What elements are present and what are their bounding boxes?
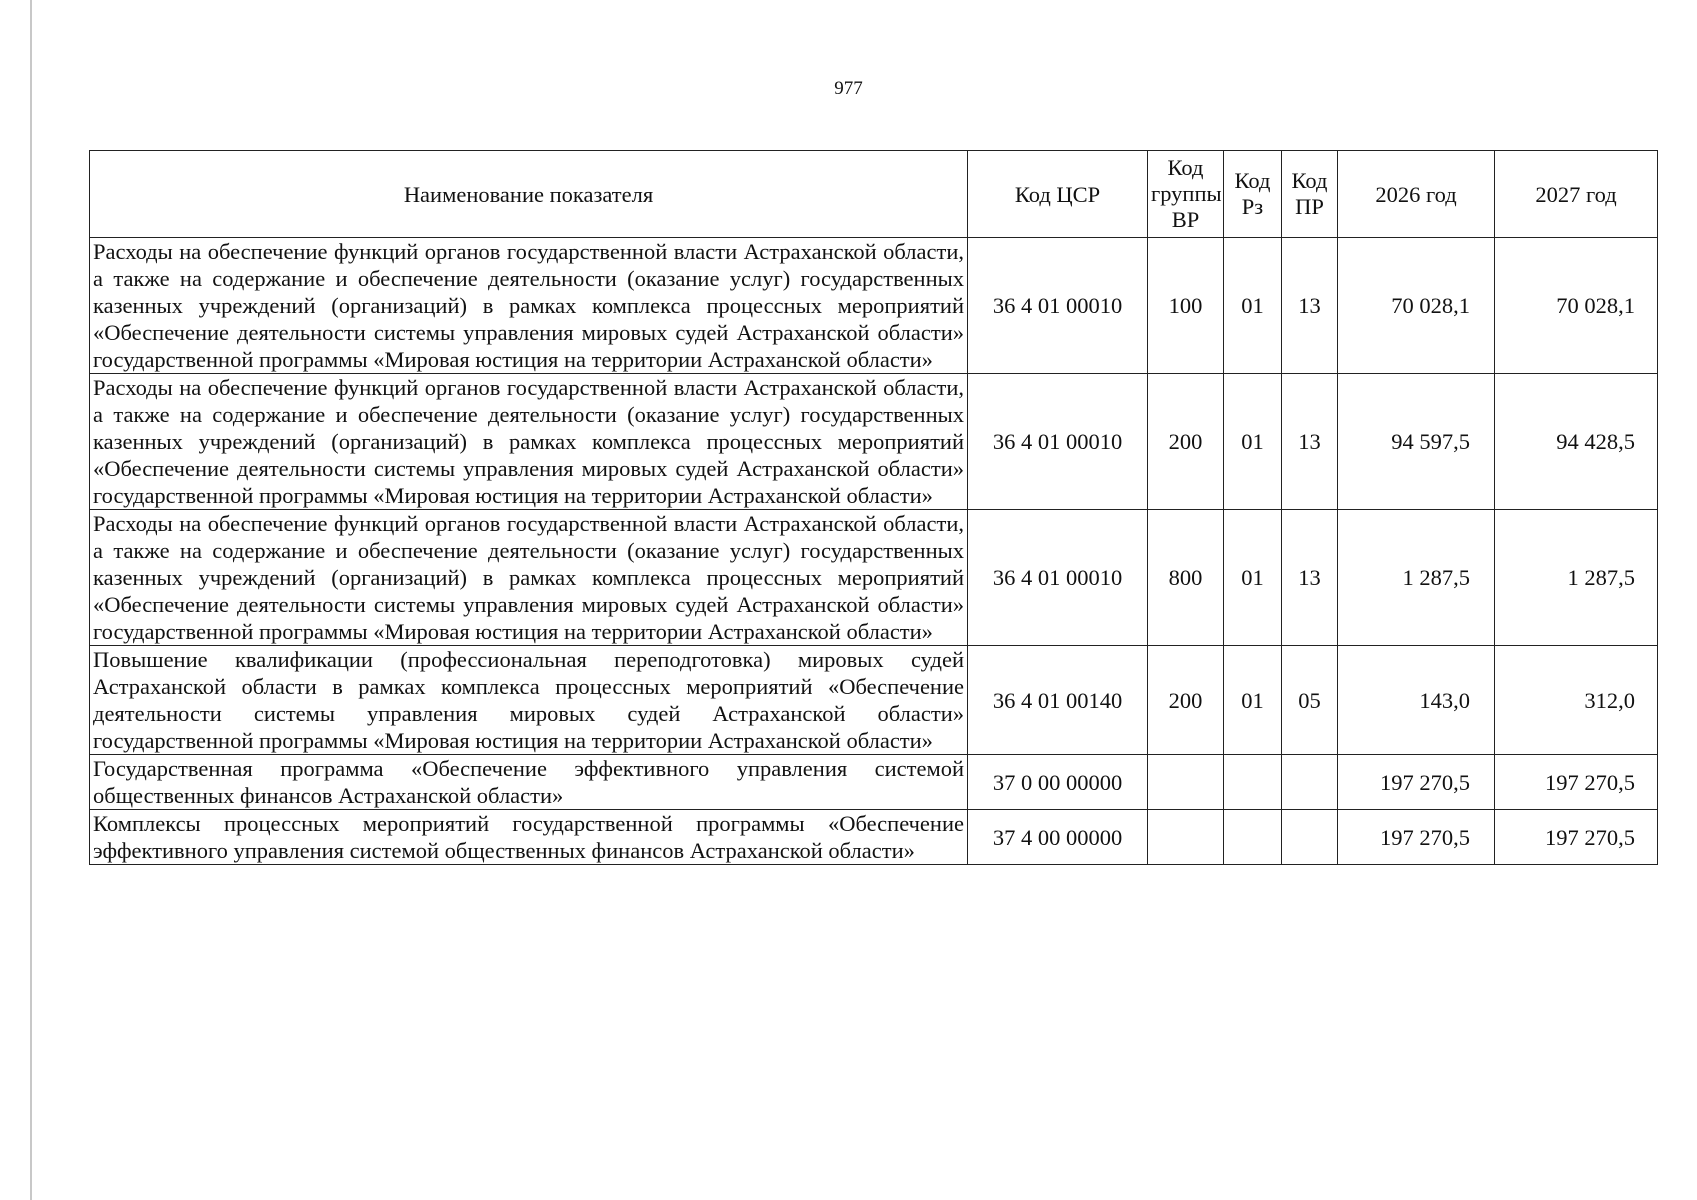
cell-2027: 94 428,5 (1495, 374, 1658, 510)
table-header-row (90, 151, 1658, 238)
table-row (90, 646, 1658, 755)
page-edge-line (30, 0, 32, 1200)
header-2026: 2026 год (1338, 151, 1495, 238)
cell-rz: 01 (1224, 374, 1282, 510)
cell-2026: 70 028,1 (1338, 238, 1495, 374)
cell-name: Расходы на обеспечение функций органов государственной власти Астраханской области, а также на содержание и обеспечение деятельности (оказание услуг) государственных казенных учреждений (организаций) в рамках комплекса процессных мероприятий «Обеспечение деятельности системы управления мировых судей Астраханской области» государственной программы «Мировая юстиция на территории Астраханской области» (90, 510, 968, 646)
cell-csr: 37 4 00 00000 (968, 810, 1148, 865)
cell-csr: 36 4 01 00010 (968, 374, 1148, 510)
header-pr: Код ПР (1282, 151, 1338, 238)
cell-name: Комплексы процессных мероприятий государственной программы «Обеспечение эффективного управления системой общественных финансов Астраханской области» (90, 810, 968, 865)
cell-csr: 37 0 00 00000 (968, 755, 1148, 810)
header-2027: 2027 год (1495, 151, 1658, 238)
table-row (90, 810, 1658, 865)
header-csr: Код ЦСР (968, 151, 1148, 238)
cell-2026: 143,0 (1338, 646, 1495, 755)
cell-2026: 197 270,5 (1338, 755, 1495, 810)
budget-table (89, 150, 1658, 865)
cell-2026: 1 287,5 (1338, 510, 1495, 646)
cell-2026: 94 597,5 (1338, 374, 1495, 510)
cell-pr: 13 (1282, 238, 1338, 374)
cell-csr: 36 4 01 00010 (968, 238, 1148, 374)
cell-pr (1282, 810, 1338, 865)
table-row (90, 755, 1658, 810)
cell-pr: 13 (1282, 374, 1338, 510)
header-vr: Код группы ВР (1148, 151, 1224, 238)
cell-2027: 1 287,5 (1495, 510, 1658, 646)
table-row (90, 374, 1658, 510)
header-name: Наименование показателя (90, 151, 968, 238)
cell-name: Государственная программа «Обеспечение эффективного управления системой общественных финансов Астраханской области» (90, 755, 968, 810)
cell-vr: 100 (1148, 238, 1224, 374)
cell-rz (1224, 755, 1282, 810)
cell-rz: 01 (1224, 646, 1282, 755)
cell-2027: 197 270,5 (1495, 755, 1658, 810)
table-row (90, 510, 1658, 646)
cell-vr: 200 (1148, 374, 1224, 510)
cell-pr: 05 (1282, 646, 1338, 755)
cell-name: Расходы на обеспечение функций органов государственной власти Астраханской области, а также на содержание и обеспечение деятельности (оказание услуг) государственных казенных учреждений (организаций) в рамках комплекса процессных мероприятий «Обеспечение деятельности системы управления мировых судей Астраханской области» государственной программы «Мировая юстиция на территории Астраханской области» (90, 238, 968, 374)
table-row (90, 238, 1658, 374)
cell-csr: 36 4 01 00010 (968, 510, 1148, 646)
cell-2027: 312,0 (1495, 646, 1658, 755)
cell-rz (1224, 810, 1282, 865)
cell-csr: 36 4 01 00140 (968, 646, 1148, 755)
cell-vr: 800 (1148, 510, 1224, 646)
cell-2027: 197 270,5 (1495, 810, 1658, 865)
cell-pr: 13 (1282, 510, 1338, 646)
cell-rz: 01 (1224, 238, 1282, 374)
cell-vr: 200 (1148, 646, 1224, 755)
cell-name: Повышение квалификации (профессиональная переподготовка) мировых судей Астраханской области в рамках комплекса процессных мероприятий «Обеспечение деятельности системы управления мировых судей Астраханской области» государственной программы «Мировая юстиция на территории Астраханской области» (90, 646, 968, 755)
cell-vr (1148, 755, 1224, 810)
page-number: 977 (834, 78, 863, 99)
cell-2026: 197 270,5 (1338, 810, 1495, 865)
cell-pr (1282, 755, 1338, 810)
cell-vr (1148, 810, 1224, 865)
header-rz: Код Рз (1224, 151, 1282, 238)
cell-name: Расходы на обеспечение функций органов государственной власти Астраханской области, а также на содержание и обеспечение деятельности (оказание услуг) государственных казенных учреждений (организаций) в рамках комплекса процессных мероприятий «Обеспечение деятельности системы управления мировых судей Астраханской области» государственной программы «Мировая юстиция на территории Астраханской области» (90, 374, 968, 510)
cell-2027: 70 028,1 (1495, 238, 1658, 374)
cell-rz: 01 (1224, 510, 1282, 646)
